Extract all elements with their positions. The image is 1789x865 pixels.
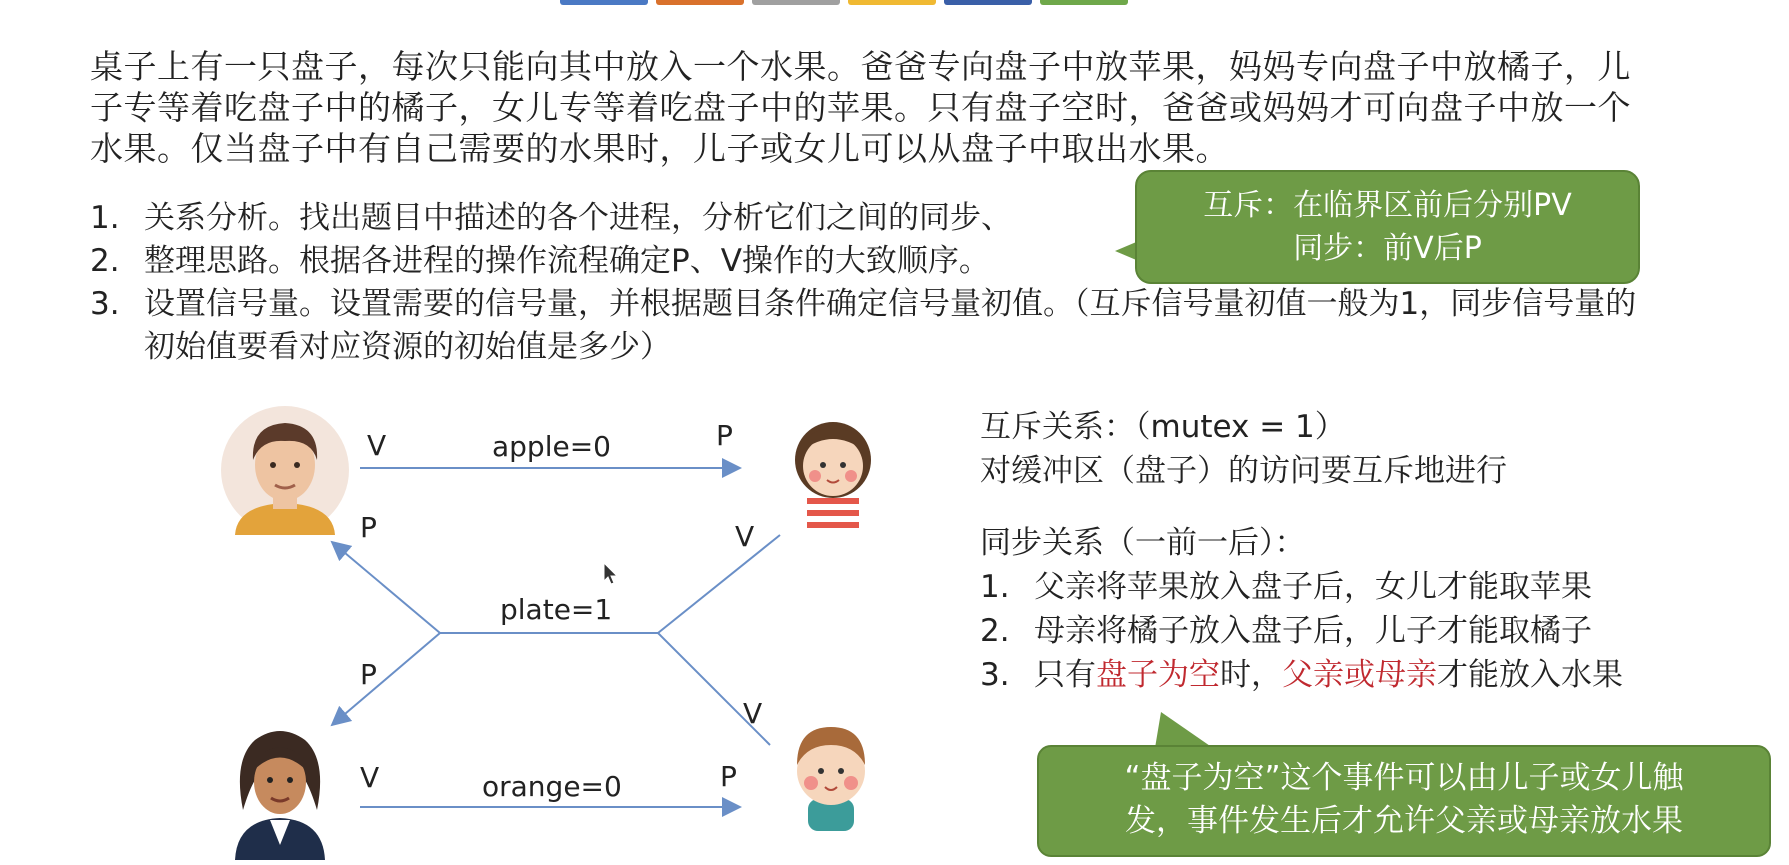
daughter-avatar: [785, 410, 880, 530]
p-label: P: [360, 658, 377, 691]
v-label: V: [743, 697, 763, 730]
emphasis-plate-empty: 盘子为空: [1096, 657, 1220, 693]
step-text: 整理思路。根据各进程的操作流程确定P、V操作的大致顺序。: [144, 243, 990, 279]
v-label: V: [735, 520, 755, 553]
relations-panel: [980, 405, 1740, 697]
callout-line: 互斥：在临界区前后分别PV: [1203, 188, 1572, 223]
callout-plate-empty-event: [1037, 745, 1771, 857]
son-avatar: [783, 713, 878, 833]
plate-to-mother-arrow: [332, 633, 440, 725]
step-number: 2.: [90, 243, 120, 279]
orange-semaphore-label: orange=0: [482, 770, 622, 803]
sync-item-text: 父亲将苹果放入盘子后，女儿才能取苹果: [1034, 569, 1592, 605]
text-plain: 只有: [1034, 657, 1096, 693]
p-label: P: [360, 511, 377, 544]
callout-line: 发，事件发生后才允许父亲或母亲放水果: [1125, 803, 1683, 839]
apple-semaphore-label: apple=0: [492, 430, 611, 463]
p-label: P: [716, 419, 733, 452]
plate-to-father-arrow: [332, 542, 440, 633]
text-plain: 时，: [1220, 657, 1282, 693]
sync-title: 同步关系（一前一后）：: [980, 525, 1306, 561]
sync-item-3: [980, 653, 1740, 697]
v-label: V: [367, 429, 387, 462]
sync-item-number: 3.: [980, 657, 1010, 693]
sync-item-text: 母亲将橘子放入盘子后，儿子才能取橘子: [1034, 613, 1592, 649]
mutex-title: 互斥关系：（mutex = 1）: [980, 409, 1346, 445]
step-3: [90, 283, 1650, 369]
callout-pointer: [1155, 712, 1213, 748]
spacer: [980, 493, 1740, 521]
mouse-cursor-icon: [603, 562, 619, 586]
callout-line: “盘子为空”这个事件可以由儿子或女儿触: [1124, 760, 1684, 796]
callout-line: 同步：前V后P: [1293, 231, 1482, 266]
text-plain: 才能放入水果: [1437, 657, 1623, 693]
mutex-description: 对缓冲区（盘子）的访问要互斥地进行: [980, 453, 1507, 489]
sync-item-text: [1034, 653, 1623, 697]
step-number: 3.: [90, 286, 120, 322]
plate-semaphore-label: plate=1: [500, 593, 613, 626]
p-label: P: [720, 760, 737, 793]
sync-item-1: [980, 565, 1740, 609]
top-toolbar-strip: [560, 0, 1128, 5]
sync-item-number: 1.: [980, 569, 1010, 605]
semaphore-diagram: [200, 395, 900, 865]
step-text: 关系分析。找出题目中描述的各个进程，分析它们之间的同步、: [144, 200, 1012, 236]
callout-pv-rule: [1135, 170, 1640, 284]
sync-item-number: 2.: [980, 613, 1010, 649]
sync-item-2: [980, 609, 1740, 653]
step-number: 1.: [90, 200, 120, 236]
father-avatar: [215, 405, 355, 540]
step-text: 设置信号量。设置需要的信号量，并根据题目条件确定信号量初值。（互斥信号量初值一般为1，同步信号量的初始值要看对应资源的初始值是多少）: [144, 286, 1637, 365]
emphasis-parents: 父亲或母亲: [1282, 657, 1437, 693]
problem-statement: 桌子上有一只盘子，每次只能向其中放入一个水果。爸爸专向盘子中放苹果，妈妈专向盘子中放橘子，儿子专等着吃盘子中的橘子，女儿专等着吃盘子中的苹果。只有盘子空时，爸爸或妈妈才可向盘子中放一个水果。仅当盘子中有自己需要的水果时，儿子或女儿可以从盘子中取出水果。: [90, 47, 1631, 168]
v-label: V: [360, 761, 380, 794]
daughter-to-plate-line: [658, 535, 780, 633]
mother-avatar: [225, 720, 335, 860]
